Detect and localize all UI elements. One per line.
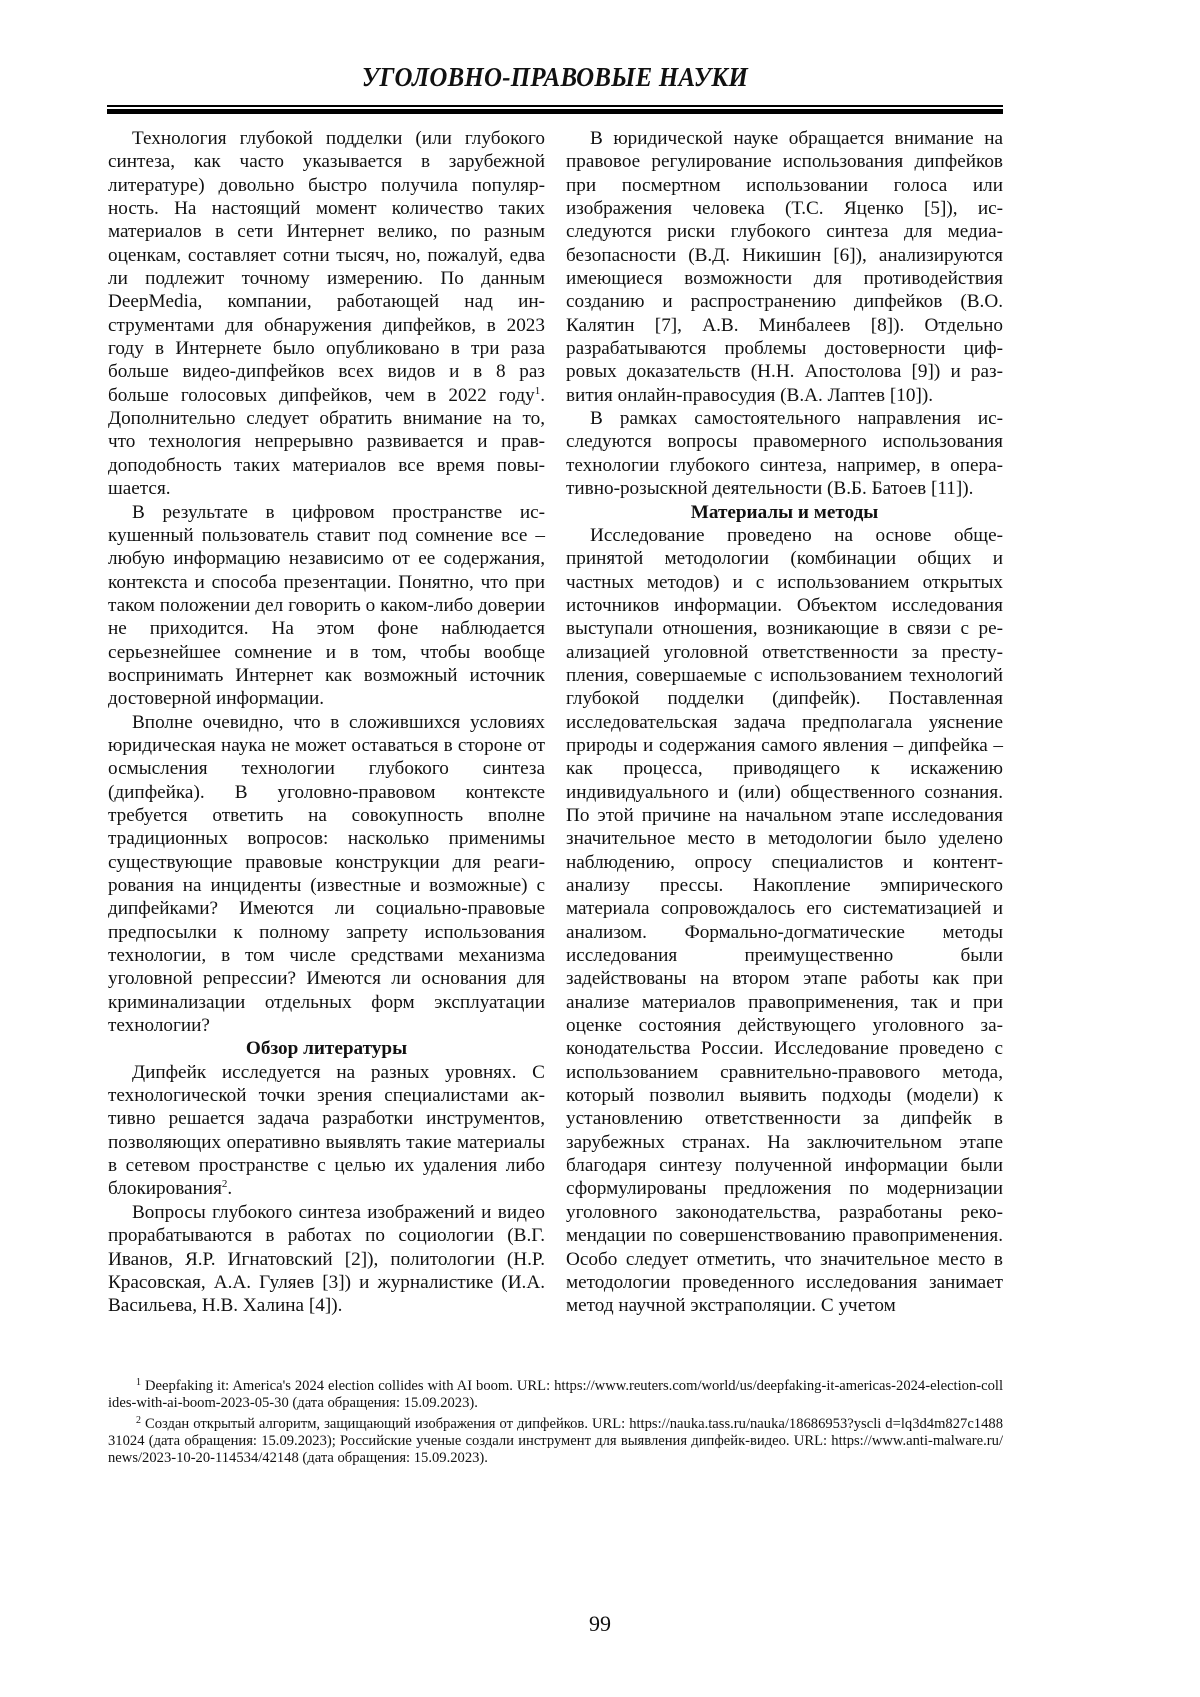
paragraph-legal-questions: Вполне очевидно, что в сложившихся условиях юридическая наука не может оставаться в стороне от осмысления технологии глубокого синтеза (дипфейка). В уголовно-правовом контексте требуется ответить на совокупность вполне традиционных вопросов: насколько применимы существующие правовые конструкции для реагирования на инциденты (известные и возможные) с дипфейками? Имеются ли социально-правовые предпосылки к полному запрету использования технологии, в том числе средствами механизма уголовной репрессии? Имеются ли основания для криминализации отдельных форм эксплуатации технологии? [108,711,545,1037]
header-rule-thick [107,109,1003,114]
paragraph-deepfake-levels: Дипфейк исследуется на разных уровнях. С технологической точки зрения специалистами активно решается задача разработки инструментов, позволяющих оперативно выявлять такие материалы в сетевом пространстве с целью их удаления либо блокирования$^2$. [108,1061,545,1200]
footnote-1: $^1$ Deepfaking it: America's 2024 election collides with AI boom. URL: https://www.reuters.com/world/us/deepfaking-it-americas-2024-election-collides-with-ai-boom-2023-05-30 (дата обращения: 15.09.2023). [108,1377,1003,1411]
running-section-title: УГОЛОВНО-ПРАВОВЫЕ НАУКИ [361,62,749,92]
section-heading-materials-methods: Материалы и методы [690,501,879,523]
left-column [108,127,545,1318]
right-column [566,127,1003,1318]
page-number: 99 [589,1611,611,1636]
paragraph-social-research: Вопросы глубокого синтеза изображений и видео прорабатываются в работах по социологии (В.Г. Иванов, Я.Р. Игнатовский [2]), политологии (Н.Р. Красовская, А.А. Гуляев [3]) и журналистике (И.А. Васильева, Н.В. Халина [4]). [108,1201,545,1317]
paragraph-digital-doubt: В результате в цифровом пространстве искушенный пользователь ставит под сомнение все – любую информацию независимо от ее содержания, контекста и способа презентации. Понятно, что при таком положении дел говорить о каком-либо доверии не приходится. На этом фоне наблюдается серьезнейшее сомнение и в том, чтобы вообще воспринимать Интернет как возможный источник достоверной информации. [108,501,545,710]
paragraph-lawful-use: В рамках самостоятельного направления исследуются вопросы правомерного использования технологии глубокого синтеза, например, в оперативно-розыскной деятельности (В.Б. Батоев [11]). [566,408,1003,500]
footnote-ref-1[interactable]: 1 [534,384,541,397]
footnote-2: $^2$ Создан открытый алгоритм, защищающий изображения от дипфейков. URL: https://nauka.tass.ru/nauka/18686953?yscli d=lq3d4m827c148831024 (дата обращения: 15.09.2023); Российские ученые создали инструмент для выявления дипфейк-видео. URL: https://www.anti-malware.ru/news/2023-10-20-114534/42148 (дата обращения: 15.09.2023). [108,1415,1003,1466]
paragraph-intro: Технология глубокой подделки (или глубокого синтеза, как часто указывается в зарубежной литературе) довольно быстро получила популярность. На настоящий момент количество таких материалов в сети Интернет велико, по разным оценкам, составляет сотни тысяч, но, пожалуй, едва ли подлежит точному измерению. По данным DeepMedia, компании, работающей над инструментами для обнаружения дипфейков, в 2023 году в Интернете было опубликовано в три раза больше видео-дипфейков всех видов и в 8 раз больше голосовых дипфейков, чем в 2022 году$^1$. Дополнительно следует обратить внимание на то, что технология непрерывно развивается и правдоподобность таких материалов все время повышается. [108,128,545,500]
paragraph-methodology: Исследование проведено на основе общепринятой методологии (комбинации общих и частных методов) и с использованием открытых источников информации. Объектом исследования выступали отношения, возникающие в связи с реализацией уголовной ответственности за преступления, совершаемые с использованием технологий глубокой подделки (дипфейк). Поставленная исследовательская задача предполагала уяснение природы и содержания самого явления – дипфейка – как процесса, приводящего к искажению индивидуального и (или) общественного сознания. По этой причине на начальном этапе исследования значительное место в методологии было уделено наблюдению, опросу специалистов и контент-анализу прессы. Накопление эмпирического материала сопровождалось его систематизацией и анализом. Формально-догматические методы исследования преимущественно были задействованы на втором этапе работы как при анализе материалов правоприменения, так и при оценке состояния действующего уголовного законодательства России. Исследование проведено с использованием сравнительно-правового метода, который позволил выявить подходы (модели) к установлению ответственности за дипфейк в зарубежных странах. На заключительном этапе благодаря синтезу полученной информации были сформулированы предложения по модернизации уголовного законодательства, разработаны рекомендации по совершенствованию правоприменeния. Особо следует отметить, что значительное место в методологии проведенного исследования занимает метод научной экстраполяции. С учетом [566,524,1003,1317]
footnotes [108,1378,1003,1471]
header-rule-thin [107,105,1003,107]
footnote-ref-2[interactable]: 2 [221,1178,228,1191]
paragraph-legal-science: В юридической науке обращается внимание на правовое регулирование использования дипфейков при посмертном использовании голоса или изображения человека (Т.С. Яценко [5]), исследуются риски глубокого синтеза для медиабезопасности (В.Д. Никишин [6]), анализируются имеющиеся возможности для противодействия созданию и распространению дипфейков (В.О. Калятин [7], А.В. Минбалеев [8]). Отдельно разрабатываются проблемы достоверности цифровых доказательств (Н.Н. Апостолова [9]) и развития онлайн-правосудия (В.А. Лаптев [10]). [566,128,1003,406]
section-heading-literature-review: Обзор литературы [245,1038,408,1060]
